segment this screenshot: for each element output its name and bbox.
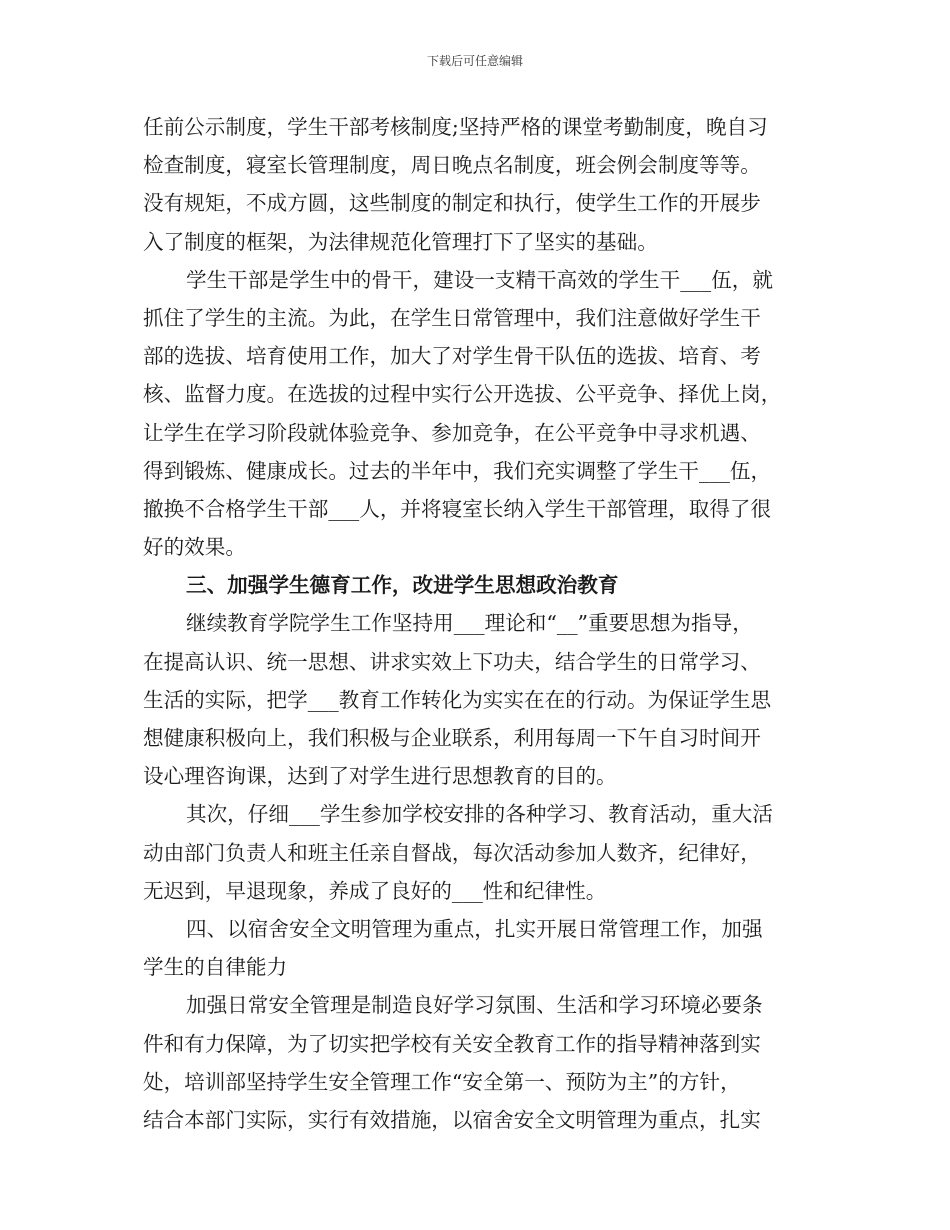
text-line: 四、以宿舍安全文明管理为重点，扎实开展日常管理工作，加强 [186,916,763,941]
text-line: 核、监督力度。在选拔的过程中实行公开选拔、公平竞争、择优上岗， [143,382,782,407]
text-line: 得到锻炼、健康成长。过去的半年中，我们充实调整了学生干___伍， [143,458,772,483]
text-line: 其次，仔细___学生参加学校安排的各种学习、教育活动，重大活 [186,802,773,827]
page-header: 下载后可任意编辑 [426,54,523,68]
text-line: 结合本部门实际，实行有效措施，以宿舍安全文明管理为重点，扎实 [143,1107,761,1132]
text-line: 设心理咨询课，达到了对学生进行思想教育的目的。 [143,764,617,789]
text-line: 加强日常安全管理是制造良好学习氛围、生活和学习环境必要条 [186,993,763,1018]
text-line: 检查制度，寝室长管理制度，周日晚点名制度，班会例会制度等等。 [143,153,761,178]
text-line: 部的选拔、培育使用工作，加大了对学生骨干队伍的选拔、培育、考 [143,344,761,369]
text-line: 件和有力保障，为了切实把学校有关安全教育工作的指导精神落到实 [143,1031,761,1056]
text-line: 在提高认识、统一思想、讲求实效上下功夫，结合学生的日常学习、 [143,649,761,674]
text-line: 动由部门负责人和班主任亲自督战，每次活动参加人数齐，纪律好， [143,840,761,865]
text-line: 撤换不合格学生干部___人，并将寝室长纳入学生干部管理，取得了很 [143,496,772,521]
text-line: 好的效果。 [143,535,246,560]
text-line: 入了制度的框架，为法律规范化管理打下了坚实的基础。 [143,229,658,254]
text-line: 处，培训部坚持学生安全管理工作“安全第一、预防为主”的方针， [143,1069,741,1094]
document-body [143,108,805,1139]
text-line: 学生的自律能力 [143,955,288,980]
text-line: 让学生在学习阶段就体验竞争、参加竞争，在公平竞争中寻求机遇、 [143,420,761,445]
section-heading: 三、加强学生德育工作，改进学生思想政治教育 [186,573,619,598]
text-line: 无迟到，早退现象，养成了良好的___性和纪律性。 [143,878,607,903]
text-line: 继续教育学院学生工作坚持用___理论和“__”重要思想为指导， [186,611,753,636]
text-line: 抓住了学生的主流。为此，在学生日常管理中，我们注意做好学生干 [143,305,761,330]
text-line: 学生干部是学生中的骨干，建设一支精干高效的学生干___伍，就 [186,267,773,292]
text-line: 任前公示制度，学生干部考核制度;坚持严格的课堂考勤制度，晚自习 [143,115,768,139]
text-line: 没有规矩，不成方圆，这些制度的制定和执行，使学生工作的开展步 [143,191,761,216]
text-line: 想健康积极向上，我们积极与企业联系，利用每周一下午自习时间开 [143,726,761,750]
text-line: 生活的实际，把学___教育工作转化为实实在在的行动。为保证学生思 [143,687,772,712]
